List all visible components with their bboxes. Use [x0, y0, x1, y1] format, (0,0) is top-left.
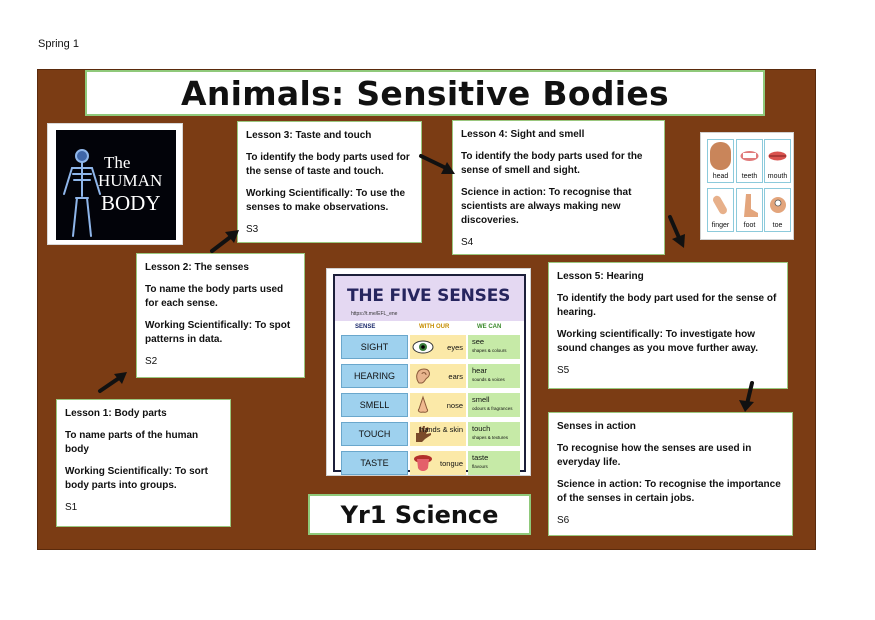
page-title: Animals: Sensitive Bodies: [181, 74, 669, 113]
sense-action-detail: odours & fragrances: [472, 406, 513, 411]
sense-action: taste: [472, 453, 489, 462]
five-senses-poster: [326, 268, 531, 476]
body-part-tile: [707, 139, 734, 183]
sense-name: TOUCH: [341, 422, 408, 446]
lesson-code: S1: [65, 502, 78, 513]
arrow-icon: [736, 380, 760, 414]
lesson-title: Lesson 5: Hearing: [557, 271, 644, 282]
lesson-objective: To name the body parts used for each sense.: [145, 284, 284, 309]
lesson-code: S4: [461, 237, 474, 248]
sense-name: HEARING: [341, 364, 408, 388]
sense-name: TASTE: [341, 451, 408, 475]
page-header-label: Spring 1: [38, 38, 79, 50]
sense-organ: tongue: [440, 459, 463, 468]
sense-organ: nose: [446, 401, 463, 410]
body-part-tile: [707, 188, 734, 232]
lesson-extra: Science in action: To recognise that scientists are always making new discoveries.: [461, 187, 632, 226]
human-body-line-3: BODY: [101, 191, 161, 215]
lesson-title: Lesson 4: Sight and smell: [461, 129, 585, 140]
human-body-picture: [56, 130, 176, 240]
sense-organ: ears: [448, 372, 463, 381]
body-part-tile: [736, 139, 763, 183]
sense-action-detail: shapes & colours: [472, 348, 507, 353]
sense-action: smell: [472, 395, 490, 404]
five-senses-frame: [333, 274, 526, 472]
sense-action: touch: [472, 424, 491, 433]
lesson-objective: To identify the body parts used for the sense of taste and touch.: [246, 152, 410, 177]
arrow-icon: [418, 152, 458, 178]
body-part-label: toe: [772, 222, 783, 229]
lesson-objective: To name parts of the human body: [65, 430, 199, 455]
five-senses-url: https://t.me/EFL_ene: [351, 311, 398, 317]
sense-row: [341, 364, 520, 388]
ear-icon: [412, 366, 434, 386]
body-part-tile: [764, 139, 791, 183]
body-part-label: teeth: [741, 173, 758, 180]
sense-action-cell: [468, 451, 520, 475]
lesson-extra: Working scientifically: To investigate how sound changes as you move further away.: [557, 329, 758, 354]
nose-icon: [412, 395, 434, 415]
body-part-label: mouth: [767, 173, 788, 180]
sense-action-cell: [468, 393, 520, 417]
lesson-card-3: [237, 121, 422, 243]
lesson-extra: Science in action: To recognise the importance of the senses in certain jobs.: [557, 479, 781, 504]
sense-action-detail: sounds & voices: [472, 377, 505, 382]
body-part-label: foot: [743, 222, 756, 229]
body-part-tile: [736, 188, 763, 232]
sense-organ-cell: [410, 393, 466, 417]
body-part-label: head: [712, 173, 729, 180]
arrow-icon: [96, 369, 130, 395]
sense-organ-cell: [410, 422, 466, 446]
column-header-sense: SENSE: [355, 324, 376, 330]
lesson-title: Lesson 3: Taste and touch: [246, 130, 372, 141]
skeleton-icon: [60, 148, 104, 240]
column-header-with: WITH OUR: [419, 324, 450, 330]
sense-action-detail: shapes & textures: [472, 435, 509, 440]
arrow-icon: [666, 214, 690, 250]
lesson-code: S6: [557, 515, 570, 526]
lesson-title: Lesson 1: Body parts: [65, 408, 167, 419]
sense-action: hear: [472, 366, 488, 375]
sense-organ: eyes: [447, 343, 463, 352]
sense-action-cell: [468, 335, 520, 359]
arrow-icon: [208, 227, 242, 255]
lesson-extra: Working Scientifically: To sort body parts into groups.: [65, 466, 208, 491]
lesson-objective: To identify the body parts used for the sense of smell and sight.: [461, 151, 643, 176]
lesson-card-4: [452, 120, 665, 255]
lesson-title: Lesson 2: The senses: [145, 262, 249, 273]
lesson-card-5: [548, 262, 788, 389]
sense-row: [341, 335, 520, 359]
lesson-code: S2: [145, 356, 158, 367]
sense-organ-cell: [410, 335, 466, 359]
title-banner: [85, 70, 765, 116]
sense-organ-cell: [410, 364, 466, 388]
sense-organ: hands & skin: [420, 425, 463, 434]
sense-action-cell: [468, 422, 520, 446]
lesson-title: Senses in action: [557, 421, 636, 432]
year-label: Yr1 Science: [340, 501, 499, 529]
sense-organ-cell: [410, 451, 466, 475]
five-senses-title: THE FIVE SENSES: [347, 286, 511, 306]
body-parts-image: [700, 132, 794, 240]
body-part-label: finger: [711, 222, 730, 229]
sense-action-detail: flavours: [472, 464, 488, 469]
sense-row: [341, 393, 520, 417]
lesson-code: S3: [246, 224, 259, 235]
lesson-card-1: [56, 399, 231, 527]
sense-name: SMELL: [341, 393, 408, 417]
sense-row: [341, 422, 520, 446]
lesson-extra: Working Scientifically: To spot patterns in data.: [145, 320, 291, 345]
column-header-can: WE CAN: [477, 324, 502, 330]
lesson-card-2: [136, 253, 305, 378]
human-body-line-1: The: [104, 153, 131, 172]
sense-row: [341, 451, 520, 475]
sense-action-cell: [468, 364, 520, 388]
lesson-objective: To recognise how the senses are used in everyday life.: [557, 443, 752, 468]
lesson-extra: Working Scientifically: To use the senses to make observations.: [246, 188, 406, 213]
sense-name: SIGHT: [341, 335, 408, 359]
lesson-code: S5: [557, 365, 570, 376]
five-senses-header: [335, 276, 524, 321]
year-label-box: [308, 494, 531, 535]
eye-icon: [412, 337, 434, 357]
body-part-tile: [764, 188, 791, 232]
lesson-card-6: [548, 412, 793, 536]
sense-action: see: [472, 337, 485, 346]
lesson-objective: To identify the body part used for the sense of hearing.: [557, 293, 777, 318]
human-body-line-2: HUMAN: [98, 171, 163, 190]
tongue-icon: [412, 453, 434, 473]
human-body-image: [47, 123, 183, 245]
